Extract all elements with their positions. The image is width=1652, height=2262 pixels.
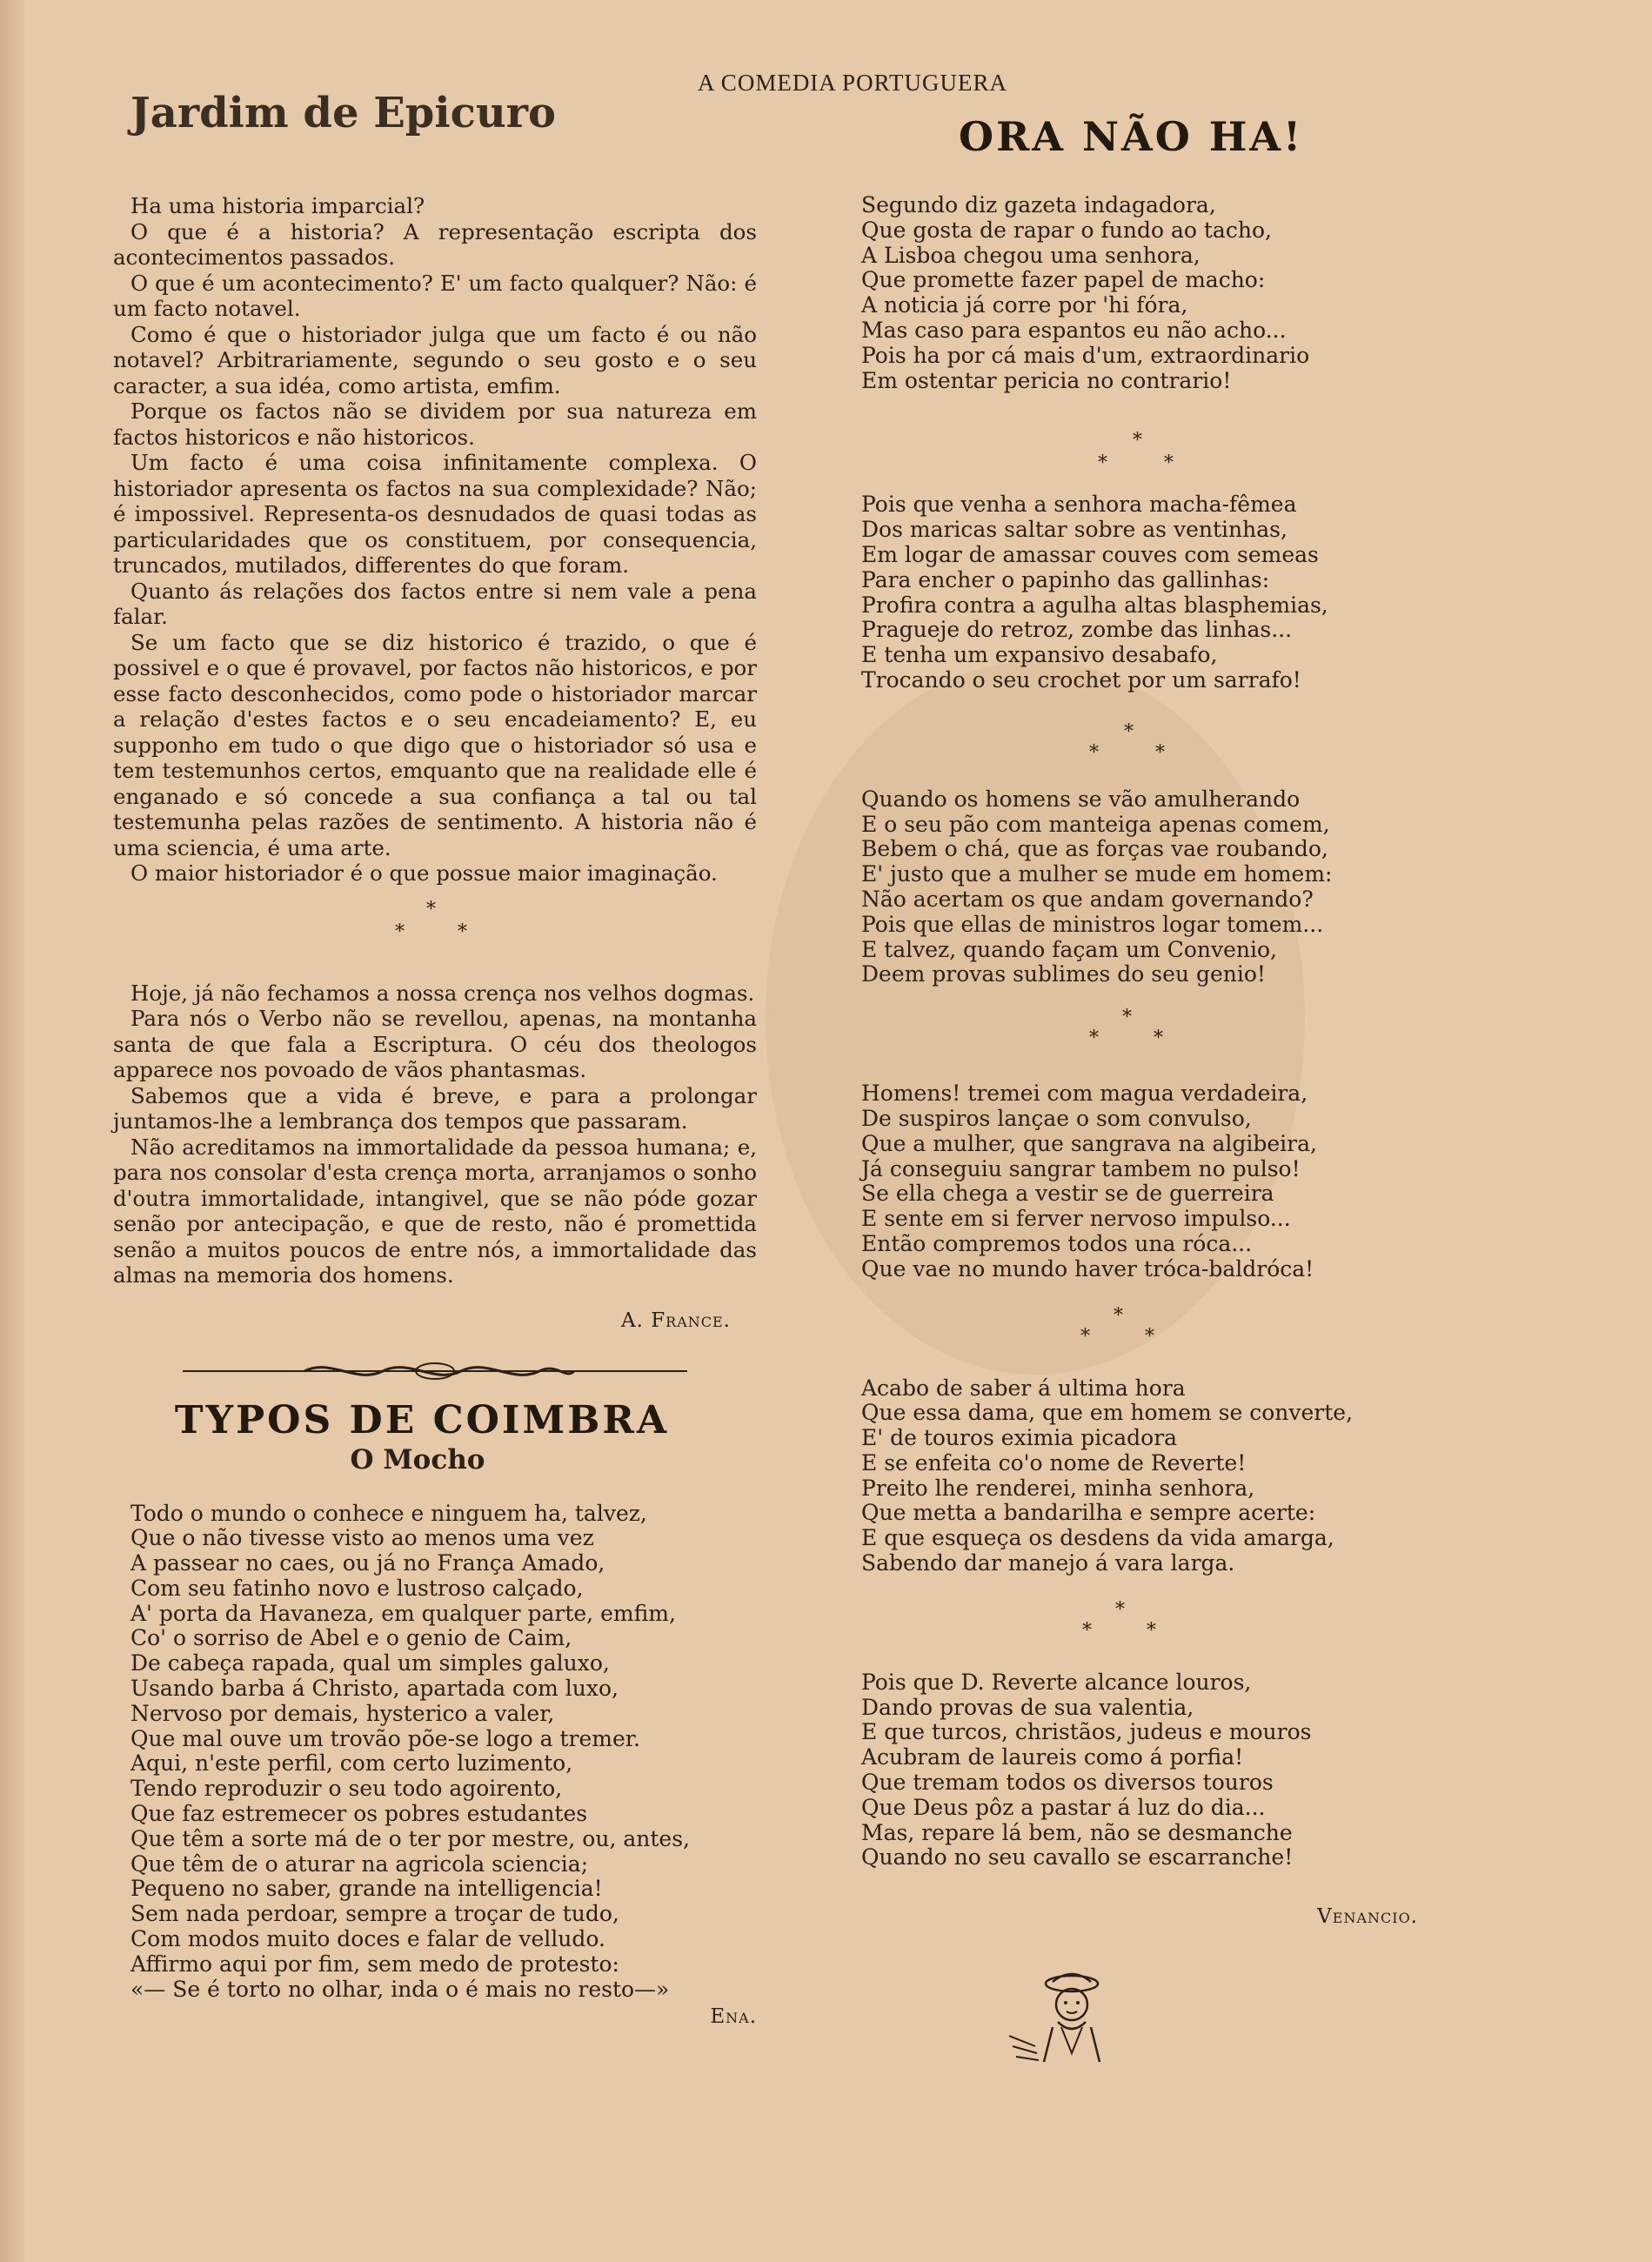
stanza (861, 1670, 1401, 1870)
section-stars (861, 1585, 1401, 1646)
left-column (113, 89, 757, 2028)
section-stars (113, 895, 757, 956)
poem-line: Tendo reproduzir o seu todo agoirento, (130, 1776, 563, 1802)
poem-line: Que tremam todos os diversos touros (861, 1770, 1274, 1796)
poem-line: Que faz estremecer os pobres estudantes (130, 1801, 588, 1827)
section-stars (861, 1291, 1401, 1352)
poem-line: Que metta a bandarilha e sempre acerte: (861, 1500, 1316, 1526)
poem-line: Pequeno no saber, grande na intelligencia! (130, 1876, 603, 1902)
paragraph: Não acreditamos na immortalidade da pessoa humana; e, para nos consolar d'esta crença morta, arranjamos o sonho d'outra immortalidade, intangivel, que se não póde gozar senão por antecipação, e que de resto, não é promettida senão a muitos poucos de entre nós, a immortalidade das almas na memoria dos homens. (113, 1134, 757, 1288)
star-ornament: * (1155, 741, 1165, 764)
article-title-jardim: Jardim de Epicuro (130, 89, 557, 137)
star-ornament: * (395, 920, 405, 943)
paragraph: Quanto ás relações dos factos entre si nem vale a pena falar. (113, 578, 757, 629)
paragraph: Hoje, já não fechamos a nossa crença nos velhos dogmas. (130, 980, 755, 1006)
poem-line: Que promette fazer papel de macho: (861, 267, 1266, 293)
poem-line: E se enfeita co'o nome de Reverte! (861, 1449, 1247, 1476)
poem-line: Co' o sorriso de Abel e o genio de Caim, (130, 1625, 572, 1651)
poem-line: Acubram de laureis como á porfia! (861, 1744, 1244, 1770)
running-head: A COMEDIA PORTUGUERA (698, 70, 1007, 96)
poem-line: Em logar de amassar couves com semeas (861, 541, 1319, 567)
paragraph: O maior historiador é o que possue maior imaginação. (130, 860, 718, 886)
poem-line: Que têm de o aturar na agricola sciencia; (130, 1850, 589, 1877)
ornamental-rule (183, 1358, 687, 1384)
poem-mocho (130, 1502, 757, 2003)
stanza (861, 787, 1401, 987)
star-ornament: * (1114, 1304, 1123, 1327)
poem-line: Acabo de saber á ultima hora (861, 1375, 1186, 1401)
paragraph: Um facto é uma coisa infinitamente complexa. O historiador apresenta os factos na sua complexidade? Não; é impossivel. Representa-os desnudados de quasi todas as particularidades que os constituem, por consequencia, truncados, mutilados, differentes do que foram. (113, 450, 757, 578)
poem-line: Mas caso para espantos eu não acho... (861, 317, 1287, 343)
star-ornament: * (1089, 1027, 1099, 1050)
poem-line: E o seu pão com manteiga apenas comem, (861, 811, 1330, 837)
poem-line: Que a mulher, que sangrava na algibeira, (861, 1130, 1317, 1156)
star-ornament: * (1082, 1619, 1092, 1642)
poem-line: Com modos muito doces e falar de velludo. (130, 1926, 605, 1952)
poem-line: De suspiros lançae o som convulso, (861, 1105, 1252, 1131)
stanza (861, 1376, 1401, 1576)
poem-line: A Lisboa chegou uma senhora, (861, 242, 1201, 268)
poem-line: Sabendo dar manejo á vara larga. (861, 1550, 1235, 1576)
poem-line: Pois que D. Reverte alcance louros, (861, 1669, 1252, 1695)
star-ornament: * (1115, 1598, 1125, 1621)
poem-line: Deem provas sublimes do seu genio! (861, 961, 1266, 987)
article-title-typos: TYPOS DE COIMBRA (174, 1397, 670, 1442)
poem-line: Pois que ellas de ministros logar tomem... (861, 911, 1324, 937)
poem-line: Que mal ouve um trovão põe-se logo a tremer. (130, 1725, 640, 1751)
poem-line: Preito lhe renderei, minha senhora, (861, 1475, 1255, 1501)
star-ornament: * (1124, 720, 1134, 743)
poem-line: De cabeça rapada, qual um simples galuxo, (130, 1650, 610, 1676)
poem-line: Profira contra a agulha altas blasphemias, (861, 592, 1328, 618)
poem-line: Que gosta de rapar o fundo ao tacho, (861, 217, 1272, 243)
paragraph: Como é que o historiador julga que um facto é ou não notavel? Arbitrariamente, segundo o seu gosto e o seu caracter, a sua idéa, como artista, emfim. (113, 321, 757, 398)
poem-line: E' justo que a mulher se mude em homem: (861, 861, 1333, 887)
section-stars (861, 702, 1401, 763)
right-column (861, 113, 1418, 1929)
paragraph: Para nós o Verbo não se revellou, apenas, na montanha santa de que fala a Escriptura. O céu dos theologos apparece nos povoado de vãos phantasmas. (113, 1006, 757, 1082)
portrait-vignette-icon (1009, 1966, 1131, 2071)
poem-line: Então compremos todos una róca... (861, 1230, 1253, 1256)
stanza (861, 1081, 1401, 1282)
paragraph: Ha uma historia imparcial? (130, 193, 425, 218)
article-body-1 (113, 193, 757, 887)
poem-line: Quando os homens se vão amulherando (861, 786, 1301, 812)
poem-line: A passear no caes, ou já no França Amado, (130, 1550, 605, 1576)
poem-title-ora-nao-ha: ORA NÃO HA! (959, 113, 1304, 160)
stanza (861, 193, 1401, 393)
poem-signature: Ena. (710, 2005, 757, 2029)
poem-line: Que o não tivesse visto ao menos uma vez (130, 1525, 594, 1551)
star-ornament: * (458, 920, 467, 943)
poem-line: A' porta da Havaneza, em qualquer parte, emfim, (130, 1600, 676, 1626)
poem-line: Affirmo aqui por fim, sem medo de protesto: (130, 1951, 619, 1977)
poem-line: Que essa dama, que em homem se converte, (861, 1400, 1354, 1426)
star-ornament: * (1080, 1325, 1090, 1348)
poem-line: Bebem o chá, que as forças vae roubando, (861, 836, 1328, 862)
poem-line: Todo o mundo o conhece e ninguem ha, talvez, (130, 1500, 647, 1526)
poem-line: Pragueje do retroz, zombe das linhas... (861, 617, 1293, 643)
author-signature: Venancio. (1317, 1905, 1418, 1929)
author-signature: A. France. (620, 1308, 731, 1332)
star-ornament: * (1145, 1325, 1154, 1348)
section-stars (861, 402, 1401, 475)
poem-line: Usando barba á Christo, apartada com luxo, (130, 1676, 619, 1702)
paragraph: O que é um acontecimento? E' um facto qualquer? Não: é um facto notavel. (113, 270, 757, 321)
stanza (861, 492, 1401, 693)
article-subtitle-mocho: O Mocho (350, 1443, 485, 1476)
star-ornament: * (1089, 741, 1099, 764)
poem-line: Sem nada perdoar, sempre a troçar de tudo, (130, 1901, 619, 1927)
paragraph: O que é a historia? A representação escripta dos acontecimentos passados. (113, 218, 757, 270)
star-ornament: * (426, 898, 436, 920)
poem-line: Que vae no mundo haver tróca-baldróca! (861, 1255, 1314, 1282)
poem-line: E tenha um expansivo desabafo, (861, 642, 1218, 668)
star-ornament: * (1154, 1027, 1163, 1050)
poem-line: Não acertam os que andam governando? (861, 886, 1314, 912)
paragraph: Porque os factos não se dividem por sua natureza em factos historicos e não historicos. (113, 398, 757, 450)
poem-line: Trocando o seu crochet por um sarrafo! (861, 666, 1301, 693)
poem-line: Pois ha por cá mais d'um, extraordinario (861, 342, 1310, 368)
poem-line: Homens! tremei com magua verdadeira, (861, 1081, 1308, 1107)
star-ornament: * (1122, 1007, 1132, 1029)
poem-line: Para encher o papinho das gallinhas: (861, 566, 1270, 592)
poem-line: Que têm a sorte má de o ter por mestre, ou, antes, (130, 1825, 690, 1851)
poem-line: Que Deus pôz a pastar á luz do dia... (861, 1794, 1266, 1820)
poem-line: Segundo diz gazeta indagadora, (861, 192, 1216, 218)
paper-edge (0, 0, 24, 2262)
poem-line: E que turcos, christãos, judeus e mouros (861, 1719, 1312, 1745)
poem-line: Aqui, n'este perfil, com certo luzimento, (130, 1750, 573, 1777)
poem-line: Com seu fatinho novo e lustroso calçado, (130, 1575, 584, 1601)
poem-line: E que esqueça os desdens da vida amarga, (861, 1525, 1334, 1551)
star-ornament: * (1164, 452, 1174, 475)
star-ornament: * (1133, 430, 1142, 452)
poem-line: Nervoso por demais, hysterico a valer, (130, 1700, 555, 1726)
star-ornament: * (1147, 1619, 1156, 1642)
poem-line: Quando no seu cavallo se escarranche! (861, 1844, 1294, 1870)
poem-line: «— Se é torto no olhar, inda o é mais no resto—» (130, 1976, 670, 2002)
paragraph: Se um facto que se diz historico é trazido, o que é possivel e o que é provavel, por factos não historicos, e por esse facto desconhecidos, como pode o historiador marcar a relação d'estes factos e o seu encadeiamento? E, eu supponho em tudo o que digo que o historiador só usa e tem testemunhos certos, emquanto que na realidade elle é enganado e só concede a sua confiança a tal ou tal testemunha pelas razões de sentimento. A historia não é uma sciencia, é uma arte. (113, 629, 757, 860)
poem-line: Dos maricas saltar sobre as ventinhas, (861, 517, 1287, 543)
poem-line: Pois que venha a senhora macha-fêmea (861, 492, 1297, 518)
poem-line: Já conseguiu sangrar tambem no pulso! (861, 1155, 1301, 1181)
poem-line: Se ella chega a vestir se de guerreira (861, 1181, 1274, 1207)
poem-line: Em ostentar pericia no contrario! (861, 367, 1232, 393)
poem-line: E' de touros eximia picadora (861, 1425, 1178, 1451)
poem-line: E sente em si ferver nervoso impulso... (861, 1206, 1291, 1232)
article-body-2 (113, 980, 757, 1288)
paragraph: Sabemos que a vida é breve, e para a prolongar juntamos-lhe a lembrança dos tempos que passaram. (113, 1082, 757, 1134)
section-stars (861, 996, 1401, 1057)
poem-line: Mas, repare lá bem, não se desmanche (861, 1819, 1293, 1845)
star-ornament: * (1098, 452, 1107, 475)
poem-line: E talvez, quando façam um Convenio, (861, 936, 1278, 962)
poem-line: A noticia já corre por 'hi fóra, (861, 292, 1188, 318)
poem-line: Dando provas de sua valentia, (861, 1694, 1194, 1720)
